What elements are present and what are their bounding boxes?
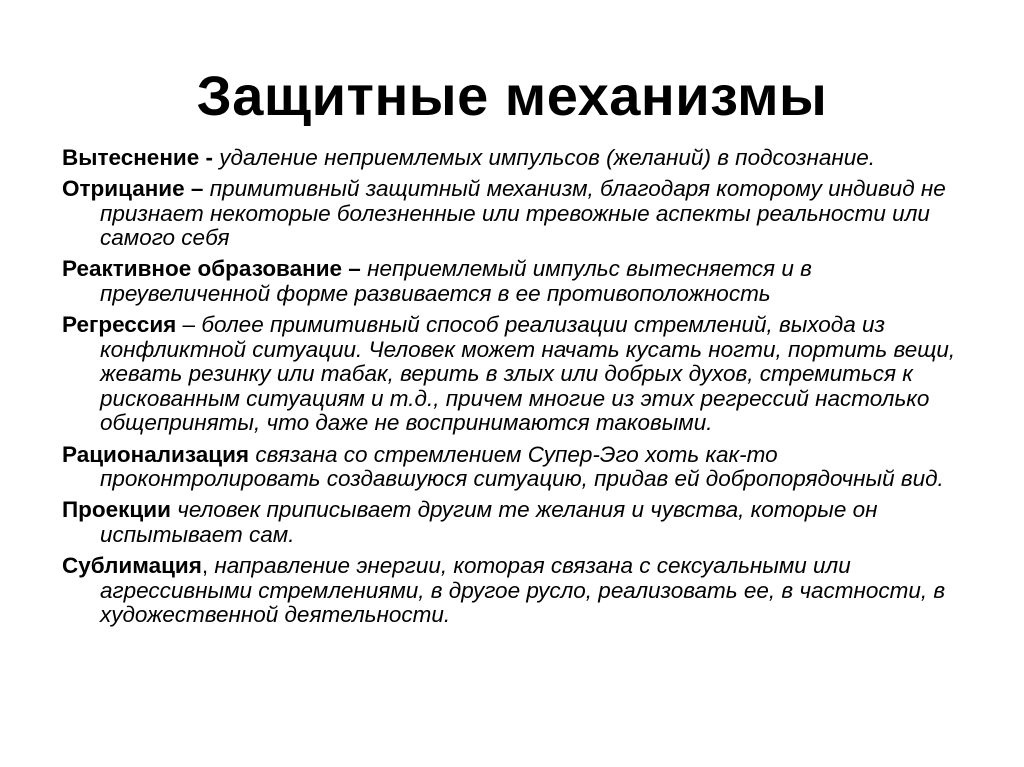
term-separator: – — [184, 176, 210, 202]
term-name: Проекции — [62, 497, 171, 523]
term-name: Реактивное образование — [62, 256, 343, 282]
term-separator: , — [201, 552, 215, 578]
term-name: Регрессия — [62, 312, 177, 338]
term-definition: направление энергии, которая связана с сексуальными или агрессивными стремлениями, в другое русло, реализовать ее, в частности, в художественной деятельности. — [100, 552, 946, 628]
term-item — [62, 554, 972, 628]
terms-list — [62, 146, 972, 634]
slide-title: Защитные механизмы — [196, 64, 828, 127]
term-definition: неприемлемый импульс вытесняется и в преувеличенной форме развивается в ее противоположность — [100, 256, 812, 306]
term-definition: примитивный защитный механизм, благодаря которому индивид не признает некоторые болезненные или тревожные аспекты реальности или самого себя — [100, 176, 946, 251]
term-name: Сублимация — [62, 552, 202, 578]
term-definition: удаление неприемлемых импульсов (желаний) в подсознание. — [219, 145, 876, 170]
term-name: Отрицание — [62, 176, 185, 202]
term-item — [62, 177, 972, 251]
term-separator: – — [176, 312, 202, 338]
term-definition: более примитивный способ реализации стремлений, выхода из конфликтной ситуации. Человек может начать кусать ногти, портить вещи, жевать резинку или табак, верить в злых или добрых духов, стремиться к рискованным ситуациям и т.д., причем многие из этих регрессий настолько общеприняты, что даже не воспринимаются таковыми. — [100, 312, 956, 436]
term-separator: - — [199, 145, 220, 170]
term-definition: человек приписывает другим те желания и чувства, которые он испытывает сам. — [100, 497, 878, 547]
term-name: Рационализация — [62, 441, 250, 467]
term-item — [62, 313, 972, 436]
term-item — [62, 257, 972, 306]
term-item — [62, 443, 972, 492]
term-item — [62, 146, 972, 171]
term-name: Вытеснение — [62, 145, 200, 170]
term-item — [62, 498, 972, 547]
term-definition: связана со стремлением Супер-Эго хоть как-то проконтролировать создавшуюся ситуацию, придав ей добропорядочный вид. — [100, 441, 944, 492]
term-separator: – — [342, 256, 368, 282]
